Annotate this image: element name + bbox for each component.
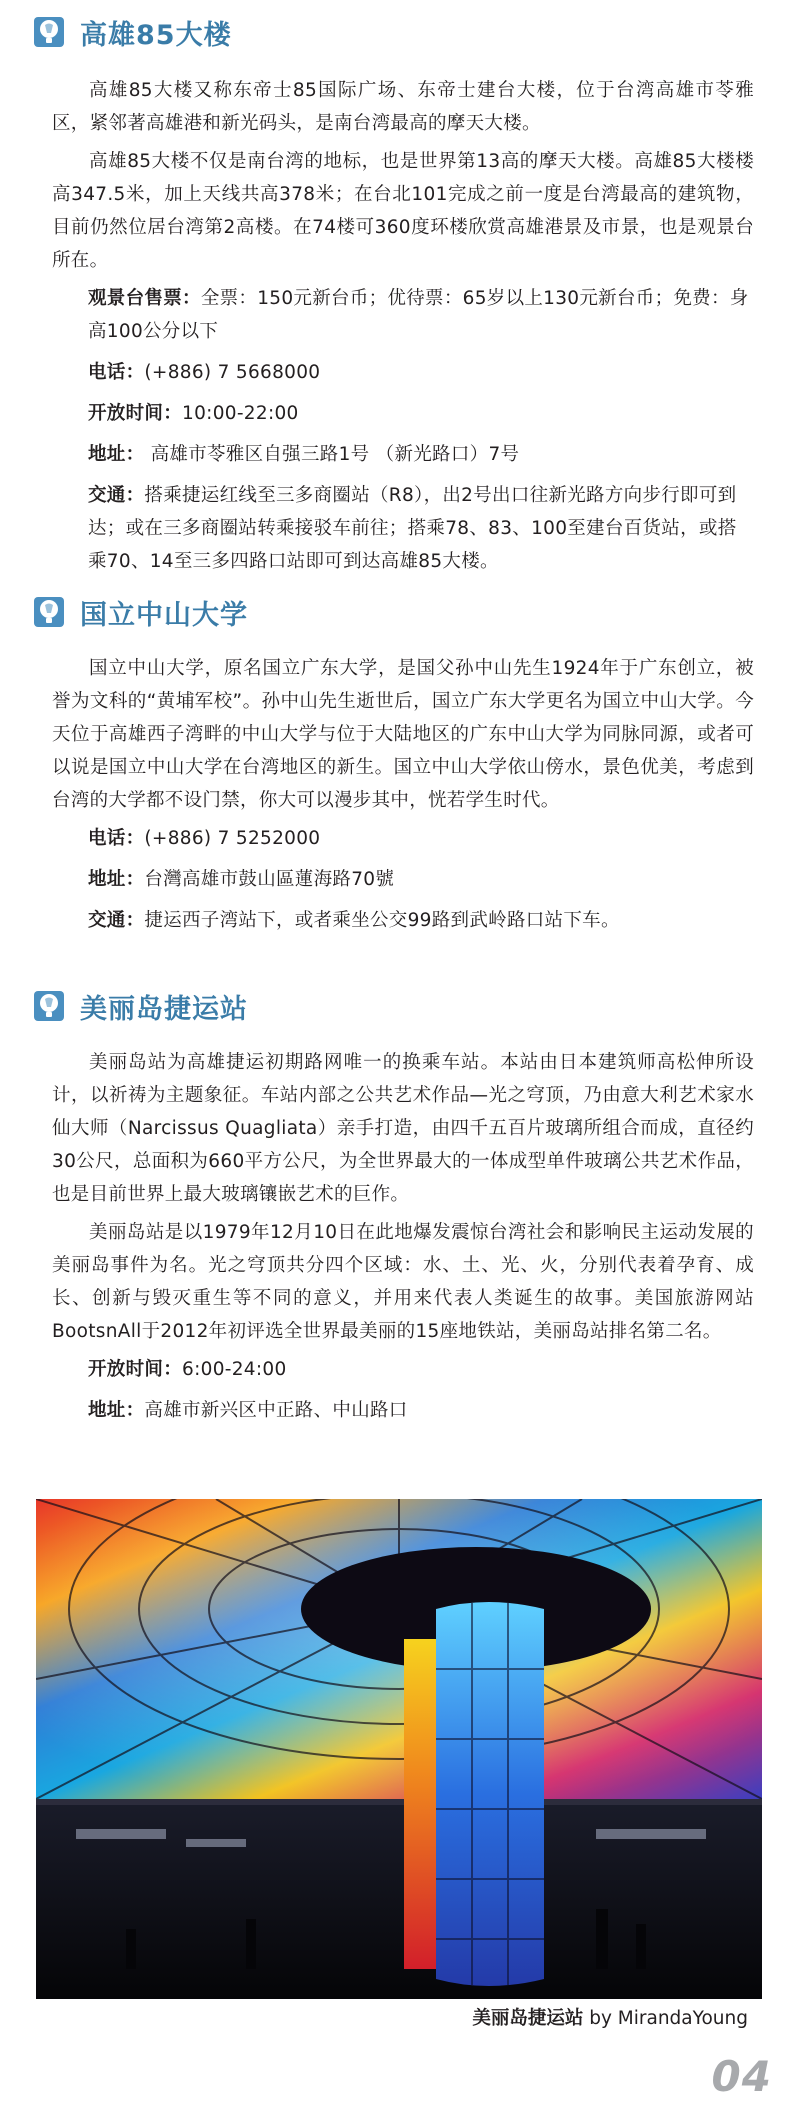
info-label: 电话： bbox=[88, 362, 145, 383]
info-phone bbox=[34, 822, 754, 855]
info-address bbox=[34, 863, 754, 896]
caption-credit: by MirandaYoung bbox=[583, 2008, 748, 2029]
section-heading bbox=[34, 592, 754, 632]
balloon-icon bbox=[34, 991, 64, 1021]
info-value: 高雄市苓雅区自强三路1号 （新光路口）7号 bbox=[144, 444, 520, 465]
info-value: 搭乘捷运红线至三多商圈站（R8），出2号出口往新光路方向步行即可到达；或在三多商圈站转乘接驳车前往；搭乘78、83、100至建台百货站，或搭乘70、14至三多四路口站即可到达高雄85大楼。 bbox=[88, 485, 737, 572]
section-title: 国立中山大学 bbox=[80, 599, 248, 631]
dome-of-light-photo bbox=[36, 1499, 762, 1999]
paragraph: 美丽岛站是以1979年12月10日在此地爆发震惊台湾社会和影响民主运动发展的美丽岛事件为名。光之穹顶共分四个区域：水、土、光、火，分别代表着孕育、成长、创新与毁灭重生等不同的意义，并用来代表人类诞生的故事。美国旅游网站BootsnAll于2012年初评选全世界最美丽的15座地铁站，美丽岛站排名第二名。 bbox=[52, 1222, 754, 1342]
info-label: 观景台售票： bbox=[88, 288, 201, 309]
section-heading bbox=[34, 12, 754, 52]
info-value: 捷运西子湾站下，或者乘坐公交99路到武岭路口站下车。 bbox=[144, 910, 620, 931]
balloon-icon bbox=[34, 597, 64, 627]
info-value: 台灣高雄市鼓山區蓮海路70號 bbox=[144, 869, 395, 890]
section-sun-yat-sen-university bbox=[34, 592, 754, 945]
section-title: 高雄85大楼 bbox=[80, 19, 232, 51]
info-label: 电话： bbox=[88, 828, 145, 849]
info-label: 交通： bbox=[88, 910, 145, 931]
section-formosa-station bbox=[34, 986, 754, 1435]
paragraph: 高雄85大楼不仅是南台湾的地标，也是世界第13高的摩天大楼。高雄85大楼楼高347.5米，加上天线共高378米；在台北101完成之前一度是台湾最高的建筑物，目前仍然位居台湾第2高楼。在74楼可360度环楼欣赏高雄港景及市景，也是观景台所在。 bbox=[52, 151, 754, 271]
info-label: 开放时间： bbox=[88, 1359, 183, 1380]
info-value: 高雄市新兴区中正路、中山路口 bbox=[144, 1400, 408, 1421]
section-heading bbox=[34, 986, 754, 1026]
info-label: 地址： bbox=[88, 444, 145, 465]
section-title: 美丽岛捷运站 bbox=[80, 993, 248, 1025]
info-hours bbox=[34, 397, 754, 430]
section-kaohsiung-85 bbox=[34, 12, 754, 586]
info-address bbox=[34, 438, 754, 471]
page-number: 04 bbox=[711, 2052, 772, 2101]
info-address bbox=[34, 1394, 754, 1427]
info-value: 10:00-22:00 bbox=[182, 403, 299, 424]
paragraph: 美丽岛站为高雄捷运初期路网唯一的换乘车站。本站由日本建筑师高松伸所设计，以祈祷为主题象征。车站内部之公共艺术作品—光之穹顶，乃由意大利艺术家水仙大师（Narcissus Quagliata）亲手打造，由四千五百片玻璃所组合而成，直径约30公尺，总面积为660平方公尺，为全世界最大的一体成型单件玻璃公共艺术作品，也是目前世界上最大玻璃镶嵌艺术的巨作。 bbox=[52, 1052, 754, 1205]
info-hours bbox=[34, 1353, 754, 1386]
paragraph: 国立中山大学，原名国立广东大学，是国父孙中山先生1924年于广东创立，被誉为文科的“黄埔军校”。孙中山先生逝世后，国立广东大学更名为国立中山大学。今天位于高雄西子湾畔的中山大学与位于大陆地区的广东中山大学为同脉同源，或者可以说是国立中山大学在台湾地区的新生。国立中山大学依山傍水，景色优美，考虑到台湾的大学都不设门禁，你大可以漫步其中，恍若学生时代。 bbox=[52, 658, 754, 811]
info-transport bbox=[34, 904, 754, 937]
info-label: 地址： bbox=[88, 1400, 145, 1421]
info-phone bbox=[34, 356, 754, 389]
info-transport bbox=[34, 479, 754, 578]
balloon-icon bbox=[34, 17, 64, 47]
info-value: (+886) 7 5668000 bbox=[144, 362, 321, 383]
dome-of-light-illustration bbox=[36, 1499, 762, 1999]
info-value: 6:00-24:00 bbox=[182, 1359, 287, 1380]
photo-caption bbox=[472, 2004, 748, 2030]
caption-title: 美丽岛捷运站 bbox=[472, 2008, 584, 2029]
info-value: (+886) 7 5252000 bbox=[144, 828, 321, 849]
paragraph: 高雄85大楼又称东帝士85国际广场、东帝士建台大楼，位于台湾高雄市苓雅区，紧邻著高雄港和新光码头，是南台湾最高的摩天大楼。 bbox=[52, 80, 754, 134]
info-label: 交通： bbox=[88, 485, 145, 506]
info-label: 开放时间： bbox=[88, 403, 183, 424]
info-ticket bbox=[34, 282, 754, 348]
info-label: 地址： bbox=[88, 869, 145, 890]
info-value: 全票：150元新台币；优待票：65岁以上130元新台币；免费：身高100公分以下 bbox=[88, 288, 749, 342]
